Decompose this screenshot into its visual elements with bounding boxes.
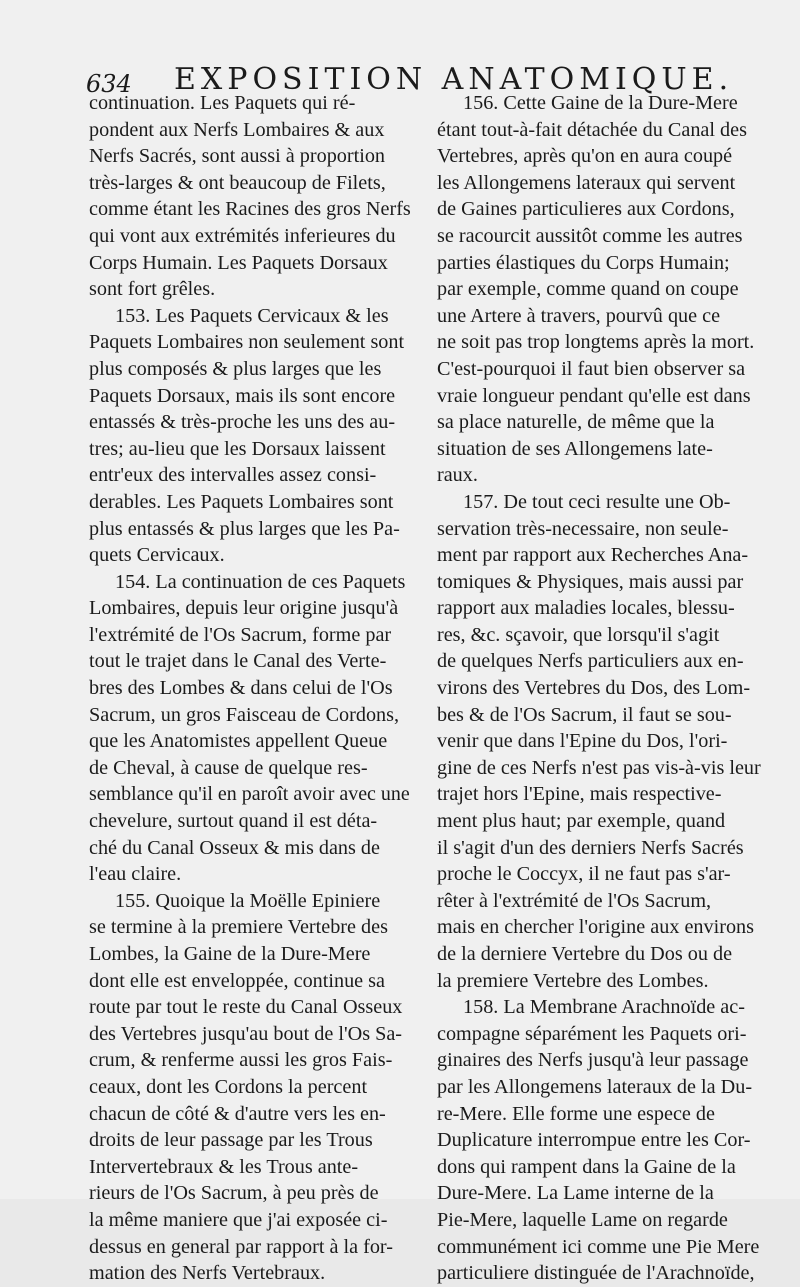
text-line: plus composés & plus larges que les [89, 357, 382, 380]
text-line: Paquets Lombaires non seulement sont [89, 331, 405, 354]
text-line: 155. Quoique la Moëlle Epiniere [115, 889, 381, 912]
text-line: rapport aux maladies locales, blessu- [437, 597, 735, 620]
text-line: se racourcit aussitôt comme les autres [437, 224, 743, 247]
text-line: 158. La Membrane Arachnoïde ac- [463, 996, 745, 1019]
text-line: Lombes, la Gaine de la Dure-Mere [89, 943, 371, 965]
text-line: chacun de côté & d'autre vers les en- [89, 1102, 386, 1125]
text-line: 153. Les Paquets Cervicaux & les [115, 304, 389, 327]
text-line: 156. Cette Gaine de la Dure-Mere [463, 92, 738, 114]
text-line: tout le trajet dans le Canal des Verte- [89, 650, 387, 673]
text-line: Duplicature interrompue entre les Cor- [437, 1129, 751, 1152]
text-line: dont elle est enveloppée, continue sa [89, 969, 385, 992]
text-line: la même maniere que j'ai exposée ci- [89, 1208, 388, 1231]
text-line: derables. Les Paquets Lombaires sont [89, 490, 394, 513]
text-line: droits de leur passage par les Trous [89, 1129, 373, 1152]
text-line: il s'agit d'un des derniers Nerfs Sacrés [437, 836, 744, 859]
text-line: Paquets Dorsaux, mais ils sont encore [89, 384, 396, 407]
text-line: C'est-pourquoi il faut bien observer sa [437, 357, 746, 380]
text-line: particuliere distinguée de l'Arachnoïde, [437, 1262, 755, 1285]
text-line: ché du Canal Osseux & mis dans de [89, 836, 380, 859]
text-line: Intervertebraux & les Trous ante- [89, 1155, 359, 1178]
text-line: dons qui rampent dans la Gaine de la [437, 1155, 736, 1178]
text-line: tomiques & Physiques, mais aussi par [437, 570, 744, 593]
text-line: bres des Lombes & dans celui de l'Os [89, 677, 393, 700]
text-line: bes & de l'Os Sacrum, il faut se sou- [437, 703, 732, 726]
text-line: trajet hors l'Epine, mais respective- [437, 783, 722, 806]
text-line: Vertebres, après qu'on en aura coupé [437, 145, 733, 168]
text-line: servation très-necessaire, non seule- [437, 517, 729, 540]
text-line: Sacrum, un gros Faisceau de Cordons, [89, 703, 400, 726]
text-line: route par tout le reste du Canal Osseux [89, 996, 403, 1019]
text-line: continuation. Les Paquets qui ré- [89, 92, 356, 114]
text-line: étant tout-à-fait détachée du Canal des [437, 118, 747, 141]
page-number: 634 [86, 70, 132, 98]
text-line: l'eau claire. [89, 863, 182, 886]
text-line: Dure-Mere. La Lame interne de la [437, 1182, 714, 1205]
text-line: l'extrémité de l'Os Sacrum, forme par [89, 623, 392, 646]
text-line: communément ici comme une Pie Mere [437, 1235, 760, 1258]
text-line: situation de ses Allongemens late- [437, 437, 713, 460]
text-line: sa place naturelle, de même que la [437, 411, 715, 434]
text-line: virons des Vertebres du Dos, des Lom- [437, 677, 751, 700]
text-line: de quelques Nerfs particuliers aux en- [437, 650, 744, 673]
text-line: très-larges & ont beaucoup de Filets, [89, 171, 386, 194]
text-line: ment par rapport aux Recherches Ana- [437, 544, 749, 567]
text-line: proche le Coccyx, il ne faut pas s'ar- [437, 863, 731, 886]
text-line: comme étant les Racines des gros Nerfs [89, 198, 411, 221]
text-line: ginaires des Nerfs jusqu'à leur passage [437, 1049, 749, 1072]
text-line: vraie longueur pendant qu'elle est dans [437, 384, 751, 407]
text-line: Corps Humain. Les Paquets Dorsaux [89, 251, 388, 274]
text-line: ne soit pas trop longtems après la mort. [437, 331, 755, 354]
text-line: sont fort grêles. [89, 278, 216, 301]
text-line: que les Anatomistes appellent Queue [89, 730, 388, 753]
text-line: chevelure, surtout quand il est déta- [89, 810, 378, 833]
text-line: crum, & renferme aussi les gros Fais- [89, 1049, 393, 1072]
text-line: tres; au-lieu que les Dorsaux laissent [89, 437, 386, 460]
text-line: compagne séparément les Paquets ori- [437, 1022, 747, 1045]
text-line: une Artere à travers, pourvû que ce [437, 304, 721, 327]
text-line: parties élastiques du Corps Humain; [437, 251, 730, 274]
left-text-column [89, 90, 411, 1287]
text-line: de Cheval, à cause de quelque res- [89, 756, 368, 779]
text-line: mation des Nerfs Vertebraux. [89, 1262, 326, 1285]
running-head: EXPOSITION ANATOMIQUE. [174, 62, 734, 97]
text-line: 157. De tout ceci resulte une Ob- [463, 490, 731, 513]
text-line: Lombaires, depuis leur origine jusqu'à [89, 597, 399, 620]
text-line: gine de ces Nerfs n'est pas vis-à-vis leur [437, 756, 761, 779]
text-line: mais en chercher l'origine aux environs [437, 916, 754, 939]
text-line: qui vont aux extrémités inferieures du [89, 224, 396, 247]
text-line: par exemple, comme quand on coupe [437, 278, 739, 301]
text-line: se termine à la premiere Vertebre des [89, 916, 388, 939]
text-line: venir que dans l'Epine du Dos, l'ori- [437, 730, 728, 753]
text-line: par les Allongemens lateraux de la Du- [437, 1075, 753, 1098]
text-line: 154. La continuation de ces Paquets [115, 570, 406, 593]
text-line: entassés & très-proche les uns des au- [89, 411, 396, 434]
text-line: dessus en general par rapport à la for- [89, 1235, 393, 1258]
text-line: semblance qu'il en paroît avoir avec une [89, 783, 410, 806]
text-line: ceaux, dont les Cordons la percent [89, 1075, 368, 1098]
text-line: de Gaines particulieres aux Cordons, [437, 198, 735, 221]
right-text-column [437, 90, 775, 1287]
text-line: rêter à l'extrémité de l'Os Sacrum, [437, 889, 712, 912]
text-line: quets Cervicaux. [89, 544, 225, 567]
text-line: rieurs de l'Os Sacrum, à peu près de [89, 1182, 379, 1205]
text-line: les Allongemens lateraux qui servent [437, 171, 736, 194]
text-line: entr'eux des intervalles assez consi- [89, 464, 377, 487]
text-line: la premiere Vertebre des Lombes. [437, 969, 709, 992]
text-line: pondent aux Nerfs Lombaires & aux [89, 118, 385, 141]
text-line: des Vertebres jusqu'au bout de l'Os Sa- [89, 1022, 403, 1045]
text-line: plus entassés & plus larges que les Pa- [89, 517, 400, 540]
text-line: res, &c. sçavoir, que lorsqu'il s'agit [437, 623, 720, 646]
text-line: ment plus haut; par exemple, quand [437, 810, 726, 833]
text-line: Pie-Mere, laquelle Lame on regarde [437, 1208, 728, 1231]
text-line: raux. [437, 464, 478, 487]
text-line: re-Mere. Elle forme une espece de [437, 1102, 715, 1125]
text-line: de la derniere Vertebre du Dos ou de [437, 943, 733, 965]
text-line: Nerfs Sacrés, sont aussi à proportion [89, 145, 386, 168]
